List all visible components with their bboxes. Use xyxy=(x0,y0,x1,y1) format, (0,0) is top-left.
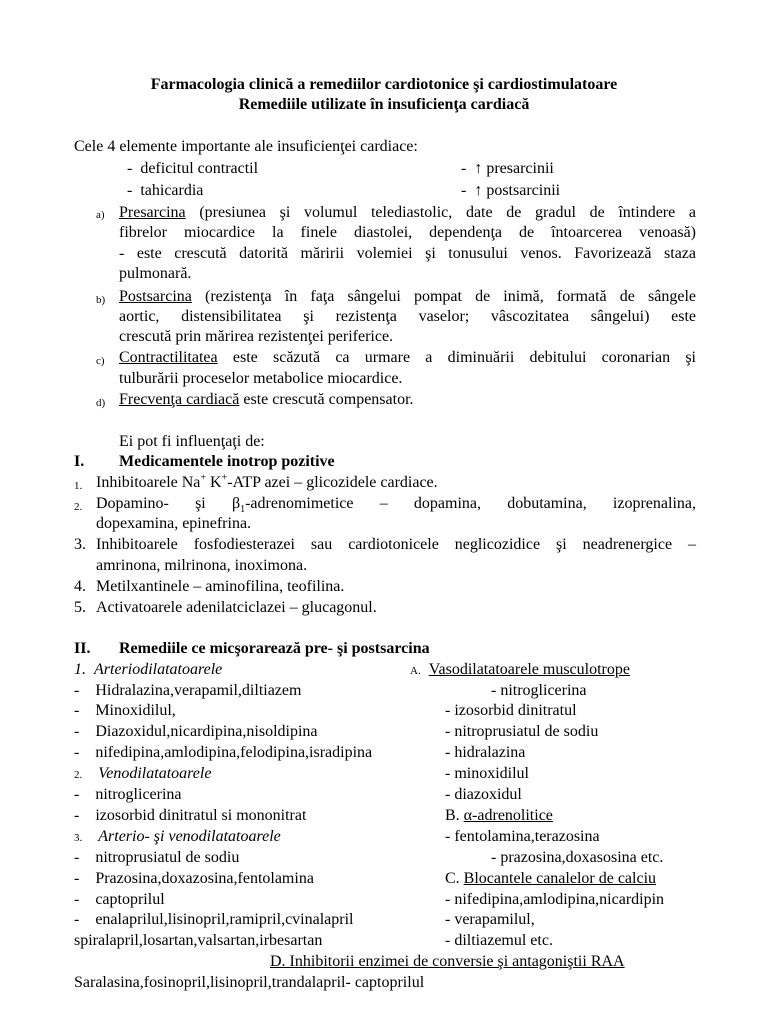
s1-item-1-num: 1. xyxy=(74,480,83,492)
element-left-1: - deficitul contractil xyxy=(127,160,259,177)
title-line-2: Remediile utilizate în insuficienţa cardiacă xyxy=(238,96,530,113)
s1-item-5: Activatoarele adenilatciclazei – glucagonul. xyxy=(96,599,377,616)
right-ga-6: - diazoxidul xyxy=(445,786,522,803)
left-g3-2: - Prazosina,doxazosina,fentolamina xyxy=(74,870,314,887)
s1-item-4: Metilxantinele – aminofilina, teofilina. xyxy=(96,578,345,595)
left-heading-2: 2. Venodilatatoarele xyxy=(74,765,212,782)
right-gc-3: - diltiazemul etc. xyxy=(445,932,553,949)
right-gb-2: - prazosina,doxasosina etc. xyxy=(491,849,664,866)
element-right-2: - ↑ postsarcinii xyxy=(461,182,561,199)
point-c-line-2: tulburării proceselor metabolice miocardice. xyxy=(119,370,403,387)
left-g3-4: - enalaprilul,lisinopril,ramipril,cvinalapril xyxy=(74,911,354,928)
s1-item-3: Inhibitoarele fosfodiesterazei sau cardiotonicele neglicozidice şi neadrenergice – xyxy=(96,536,696,553)
element-left-2: - tahicardia xyxy=(127,182,204,199)
section-1-number: I. xyxy=(74,453,85,470)
left-g2-2: - izosorbid dinitratul si mononitrat xyxy=(74,807,307,824)
heading-d: D. Inhibitorii enzimei de conversie şi antagoniştii RAA xyxy=(270,953,625,970)
point-b-line-1: Postsarcina (rezistenţa în faţa sângelui pompat de inimă, formată de sângele xyxy=(119,288,696,305)
s1-item-3-num: 3. xyxy=(74,536,86,553)
point-b-line-3: crescută prin mărirea rezistenţei periferice. xyxy=(119,328,394,345)
point-a-marker: a) xyxy=(96,209,105,221)
right-ga-1: - nitroglicerina xyxy=(491,682,587,699)
left-g3-1: - nitroprusiatul de sodiu xyxy=(74,849,240,866)
right-ga-5: - minoxidilul xyxy=(445,765,529,782)
right-ga-4: - hidralazina xyxy=(445,744,526,761)
point-c-marker: c) xyxy=(96,355,105,367)
left-g1-3: - Diazoxidul,nicardipina,nisoldipina xyxy=(74,723,318,740)
point-a-line-1: Presarcina (presiunea şi volumul telediastolic, date de gradul de întindere a xyxy=(119,204,696,221)
point-a-line-4: pulmonară. xyxy=(119,265,192,282)
right-gc-2: - verapamilul, xyxy=(445,911,535,928)
left-g1-4: - nifedipina,amlodipina,felodipina,isradipina xyxy=(74,744,373,761)
influence-text: Ei pot fi influenţaţi de: xyxy=(119,433,265,450)
point-d-line-1: Frecvenţa cardiacă este crescută compensator. xyxy=(119,391,414,408)
s1-item-4-num: 4. xyxy=(74,578,86,595)
point-b-marker: b) xyxy=(96,294,106,306)
title-line-1: Farmacologia clinică a remediilor cardiotonice şi cardiostimulatoare xyxy=(150,76,618,93)
element-right-1: - ↑ presarcinii xyxy=(461,160,554,177)
point-c-line-1: Contractilitatea este scăzută ca urmare a diminuării debitului coronarian şi xyxy=(119,349,696,366)
right-ga-3: - nitroprusiatul de sodiu xyxy=(445,723,599,740)
s1-item-2-cont: dopexamina, epinefrina. xyxy=(96,515,252,532)
s1-item-1: Inhibitoarele Na+ K+-ATP azei – glicozidele cardiace. xyxy=(96,472,438,491)
right-heading-c: C. Blocantele canalelor de calciu xyxy=(445,870,657,887)
point-a-line-3: - este crescută datorită măririi volemiei şi tonusului venos. Favorizează staza xyxy=(119,245,696,262)
section-1-title: Medicamentele inotrop pozitive xyxy=(119,453,335,470)
point-a-line-2: fibrelor miocardice la finele diastolei, dependenţa de întoarcerea venoasă) xyxy=(119,224,696,241)
right-heading-b: B. α-adrenolitice xyxy=(445,807,553,824)
s1-item-5-num: 5. xyxy=(74,599,86,616)
left-g1-2: - Minoxidilul, xyxy=(74,702,176,719)
left-heading-1: 1. Arteriodilatatoarele xyxy=(74,661,223,678)
left-heading-3: 3. Arterio- şi venodilatatoarele xyxy=(74,828,281,845)
point-b-line-2: aortic, distensibilitatea şi rezistenţa vaselor; vâscozitatea sângelui) este xyxy=(119,308,696,325)
intro-text: Cele 4 elemente importante ale insuficienţei cardiace: xyxy=(74,138,418,155)
s1-item-2-num: 2. xyxy=(74,501,83,513)
point-d-marker: d) xyxy=(96,397,106,409)
s1-item-2: Dopamino- şi $\beta_1$-adrenomimetice – dopamina, dobutamina, izoprenalina, xyxy=(96,495,696,516)
left-g2-1: - nitroglicerina xyxy=(74,786,182,803)
right-gb-1: - fentolamina,terazosina xyxy=(445,828,600,845)
right-heading-a: A. Vasodilatatoarele musculotrope xyxy=(410,661,630,678)
section-2-number: II. xyxy=(74,640,91,657)
right-gc-1: - nifedipina,amlodipina,nicardipin xyxy=(445,891,665,908)
left-g1-1: - Hidralazina,verapamil,diltiazem xyxy=(74,682,302,699)
s1-item-3-cont: amrinona, milrinona, inoximona. xyxy=(96,557,308,574)
left-g3-3: - captoprilul xyxy=(74,891,165,908)
last-line: Saralasina,fosinopril,lisinopril,trandalapril- captoprilul xyxy=(74,974,425,991)
left-g3-cont: spiralapril,losartan,valsartan,irbesartan xyxy=(74,932,323,949)
right-ga-2: - izosorbid dinitratul xyxy=(445,702,577,719)
section-2-title: Remediile ce micşorarează pre- şi postsarcina xyxy=(119,640,430,657)
